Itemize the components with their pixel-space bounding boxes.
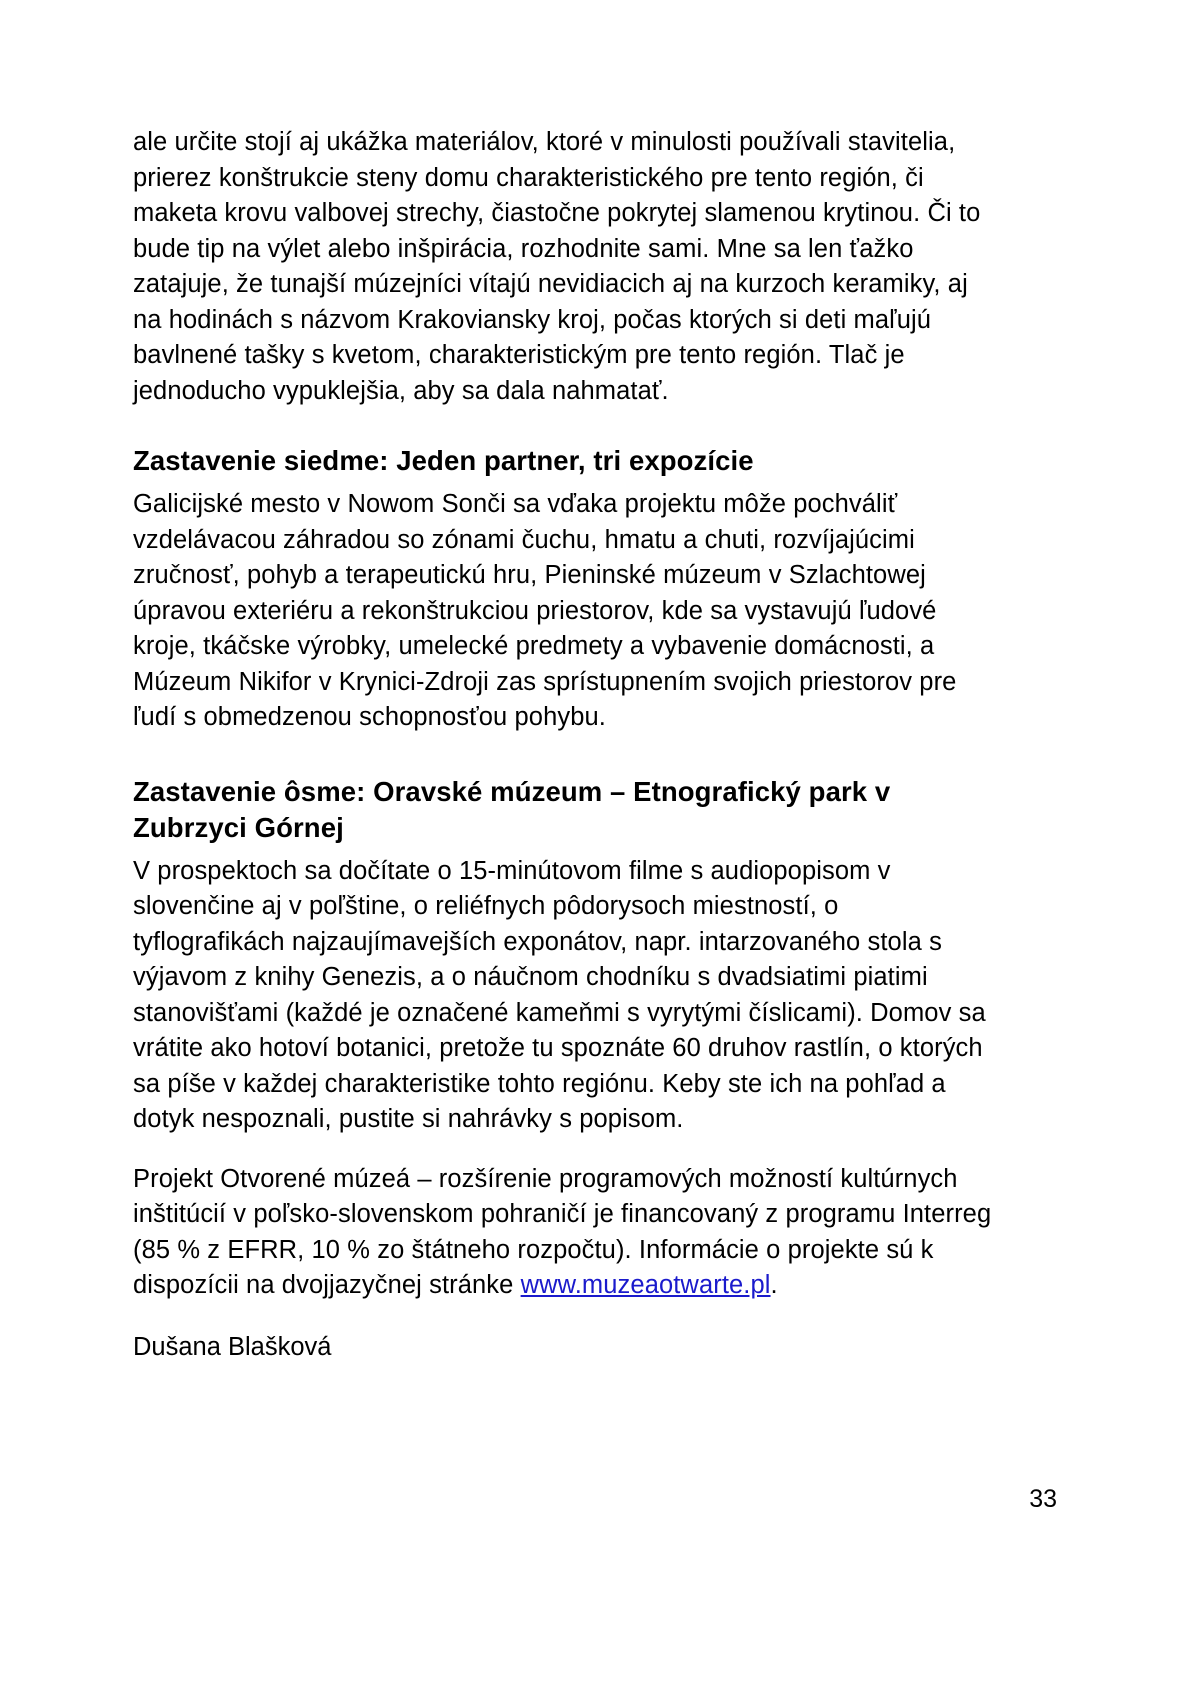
project-funding-text-after-link: . (770, 1271, 778, 1299)
paragraph-section-seven: Galicijské mesto v Nowom Sonči sa vďaka projektu môže pochváliť vzdelávacou záhradou so zónami čuchu, hmatu a chuti, rozvíjajúcimi zručnosť, pohyb a terapeutickú hru, Pieninské múzeum v Szlachtowej úpravou exteriéru a rekonštrukciou priestorov, kde sa vystavujú ľudové kroje, tkáčske výrobky, umelecké predmety a vybavenie domácnosti, a Múzeum Nikifor v Krynici-Zdroji zas sprístupnením svojich priestorov pre ľudí s obmedzenou schopnosťou pohybu. (133, 490, 957, 731)
heading-section-seven: Zastavenie siedme: Jeden partner, tri expozície (133, 445, 754, 476)
paragraph-section-eight-first: V prospektoch sa dočítate o 15-minútovom filme s audiopopisom v slovenčine aj v poľštine, o reliéfnych pôdorysoch miestností, o tyflografikách najzaujímavejších exponátov, napr. intarzovaného stola s výjavom z knihy Genezis, a o náučnom chodníku s dvadsiatimi piatimi stanovišťami (každé je označené kameňmi s vyrytými číslicami). Domov sa vrátite ako hotoví botanici, pretože tu spoznáte 60 druhov rastlín, o ktorých sa píše v každej charakteristike tohto regiónu. Keby ste ich na pohľad a dotyk nespoznali, pustite si nahrávky s popisom. (133, 856, 986, 1133)
project-website-link[interactable]: www.muzeaotwarte.pl (520, 1271, 771, 1299)
paragraph-section-eight-second (133, 1162, 993, 1304)
page-content (133, 125, 993, 1391)
project-funding-text-before-link: Projekt Otvorené múzeá – rozšírenie programových možností kultúrnych inštitúcií v poľsko-slovenskom pohraničí je financovaný z programu Interreg (85 % z EFRR, 10 % zo štátneho rozpočtu). Informácie o projekte sú k dispozícii na dvojjazyčnej stránke (133, 1164, 992, 1299)
paragraph-intro: ale určite stojí aj ukážka materiálov, ktoré v minulosti používali stavitelia, prierez konštrukcie steny domu charakteristického pre tento región, či maketa krovu valbovej strechy, čiastočne pokrytej slamenou krytinou. Či to bude tip na výlet alebo inšpirácia, rozhodnite sami. Mne sa len ťažko zatajuje, že tunajší múzejníci vítajú nevidiacich aj na kurzoch keramiky, aj na hodinách s názvom Krakoviansky kroj, počas ktorých si deti maľujú bavlnené tašky s kvetom, charakteristickým pre tento región. Tlač je jednoducho vypuklejšia, aby sa dala nahmatať. (133, 128, 981, 405)
author-signature: Dušana Blašková (133, 1332, 332, 1361)
heading-section-eight: Zastavenie ôsme: Oravské múzeum – Etnografický park v Zubrzyci Górnej (133, 775, 891, 843)
page-number: 33 (1029, 1485, 1057, 1513)
